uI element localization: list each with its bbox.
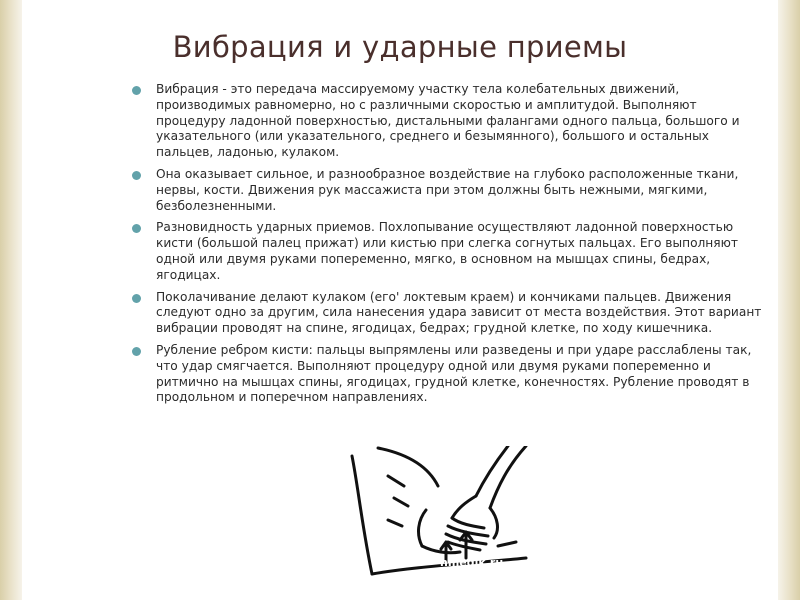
bullet-dot-icon	[132, 347, 141, 356]
bullet-text: Вибрация - это передача массируемому участку тела колебательных движений, производимых равномерно, но с различными скоростью и амплитудой. Выполняют процедуру ладонной поверхностью, дистальными фалангами одного пальца, большого и указательного (или указательного, среднего и безымянного), большого и остальных пальцев, ладонью, кулаком.	[156, 82, 740, 160]
bullet-item	[132, 167, 768, 214]
bullet-text: Она оказывает сильное, и разнообразное воздействие на глубоко расположенные ткани, нервы, кости. Движения рук массажиста при этом должны быть нежными, мягкими, безболезненными.	[156, 166, 739, 213]
left-edge-decoration	[0, 0, 22, 600]
bullet-text: Разновидность ударных приемов. Похлопывание осуществляют ладонной поверхностью кисти (большой палец прижат) или кистью при слегка согнутых пальцах. Его выполняют одной или двумя руками попеременно, мягко, в основном на мышцах спины, бедрах, ягодицах.	[156, 220, 738, 282]
right-edge-decoration	[778, 0, 800, 600]
bullet-dot-icon	[132, 294, 141, 303]
bullet-item	[132, 343, 768, 406]
slide-title: Вибрация и ударные приемы	[172, 30, 628, 64]
bullet-list	[132, 82, 768, 412]
bullet-item	[132, 290, 768, 337]
bullet-item	[132, 82, 768, 161]
bullet-dot-icon	[132, 86, 141, 95]
bullet-text: Рубление ребром кисти: пальцы выпрямлены или разведены и при ударе расслаблены так, что удар смягчается. Выполняют процедуру одной или двумя руками попеременно и ритмично на мышцах спины, ягодицах, грудной клетке, конечностях. Рубление проводят в продольном и поперечном направлениях.	[156, 342, 752, 405]
bullet-dot-icon	[132, 224, 141, 233]
watermark-label: nmedik.ru	[440, 556, 504, 569]
massage-hands-illustration-icon	[348, 446, 530, 576]
bullet-text: Поколачивание делают кулаком (его' локтевым краем) и кончиками пальцев. Движения следуют одно за другим, сила нанесения удара зависит от места воздействия. Этот вариант вибрации проводят на спине, ягодицах, бедрах; грудной клетке, по ходу кишечника.	[156, 289, 762, 336]
bullet-item	[132, 220, 768, 283]
bullet-dot-icon	[132, 171, 141, 180]
